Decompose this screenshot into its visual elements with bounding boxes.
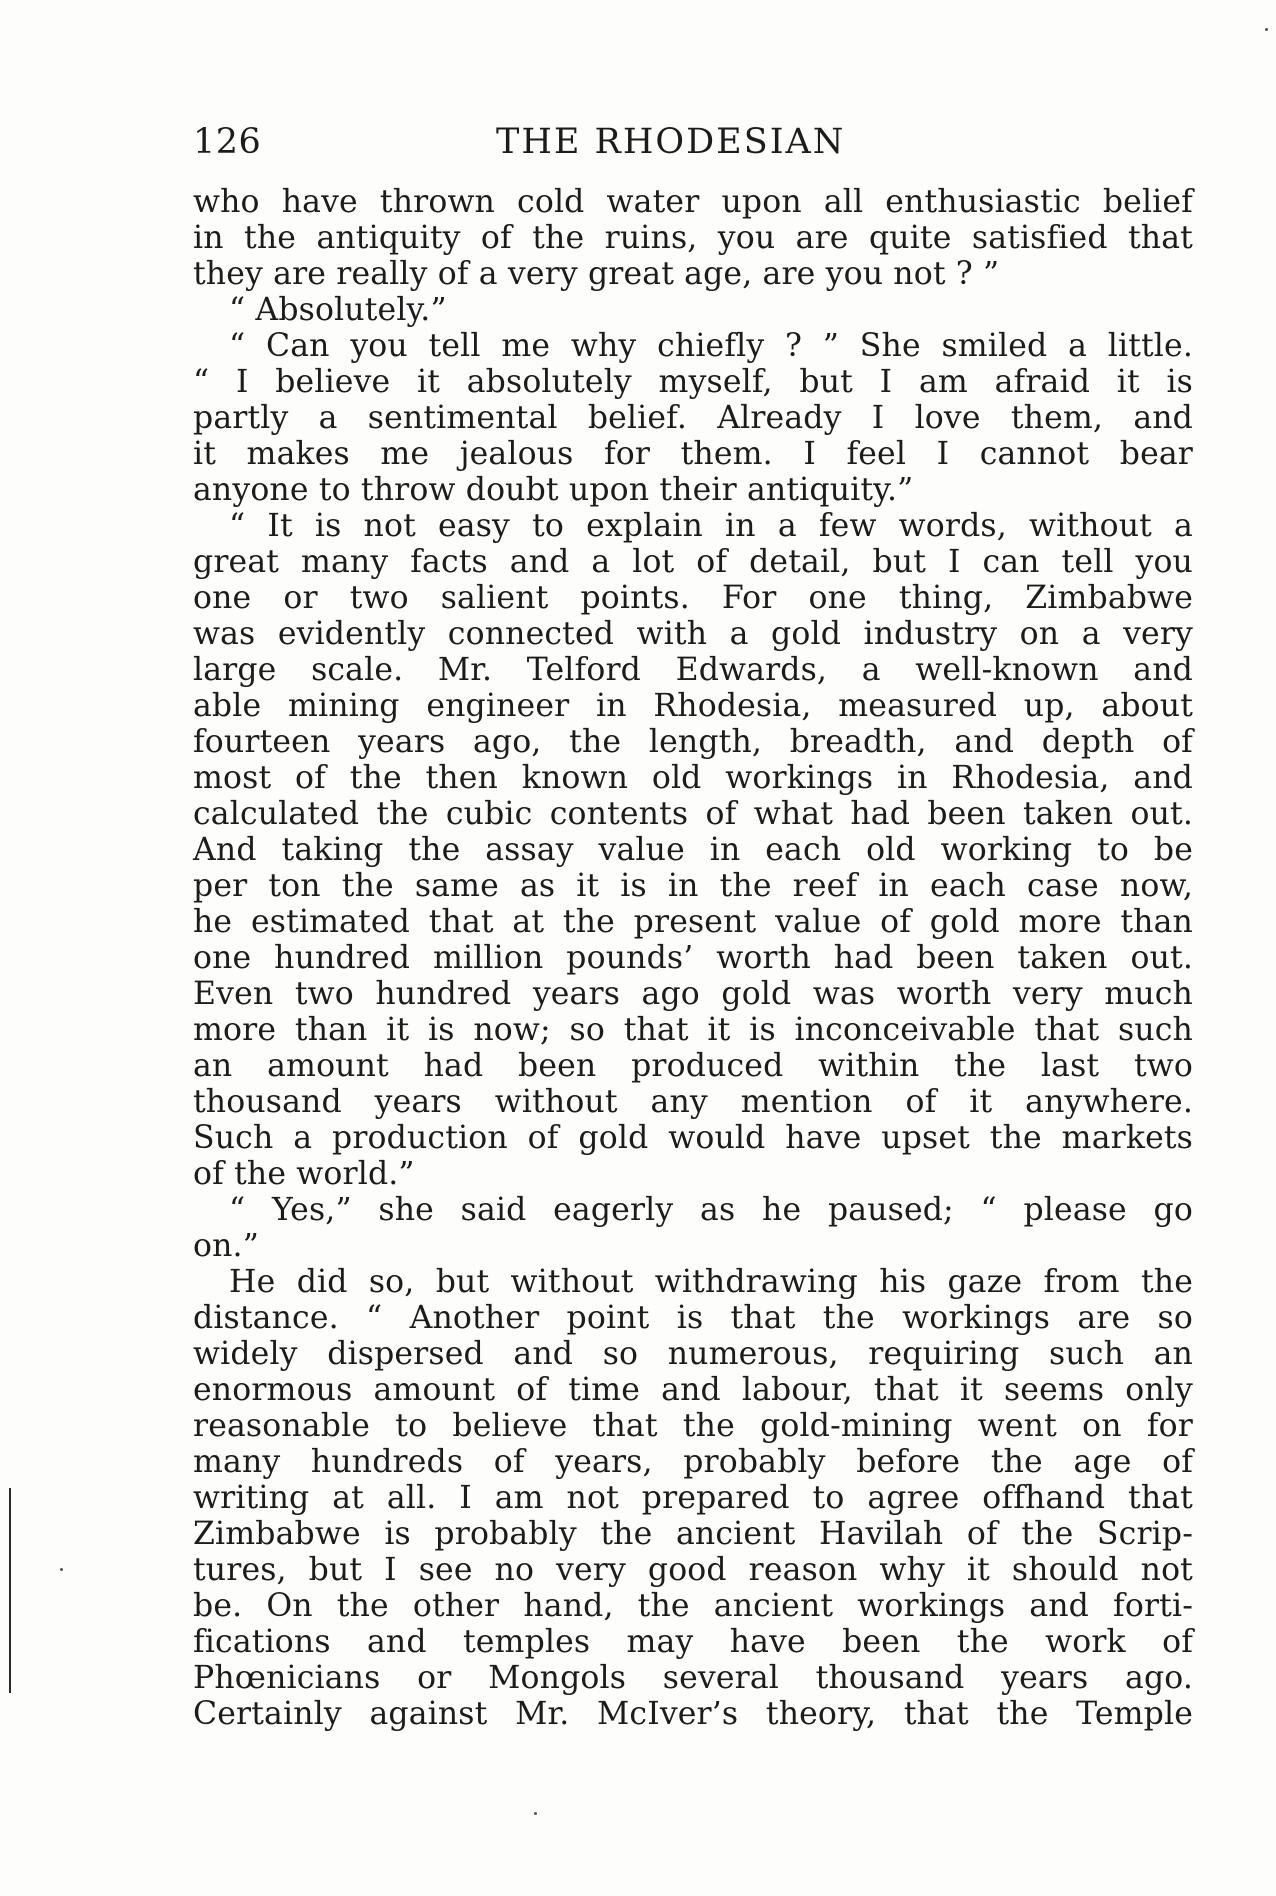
text-line: great many facts and a lot of detail, but I can tell you — [193, 544, 1193, 580]
text-line: enormous amount of time and labour, that it seems only — [193, 1372, 1193, 1408]
text-line: it makes me jealous for them. I feel I cannot bear — [193, 436, 1193, 472]
scan-speck — [534, 1812, 537, 1815]
text-line: Phœnicians or Mongols several thousand years ago. — [193, 1660, 1193, 1696]
text-line: thousand years without any mention of it anywhere. — [193, 1084, 1193, 1120]
text-line: fications and temples may have been the work of — [193, 1624, 1193, 1660]
text-line: distance. “ Another point is that the workings are so — [193, 1300, 1193, 1336]
text-line: tures, but I see no very good reason why it should not — [193, 1552, 1193, 1588]
text-line: writing at all. I am not prepared to agree offhand that — [193, 1480, 1193, 1516]
text-line: Zimbabwe is probably the ancient Havilah of the Scrip- — [193, 1516, 1193, 1552]
text-line: more than it is now; so that it is inconceivable that such — [193, 1012, 1193, 1048]
text-line: who have thrown cold water upon all enthusiastic belief — [193, 184, 1193, 220]
text-line: per ton the same as it is in the reef in each case now, — [193, 868, 1193, 904]
text-line: “ It is not easy to explain in a few words, without a — [229, 508, 1193, 544]
text-line: “ Yes,” she said eagerly as he paused; “ please go — [229, 1192, 1193, 1228]
text-line: Certainly against Mr. McIver’s theory, that the Temple — [193, 1696, 1193, 1732]
page-header — [193, 118, 1193, 166]
text-line: of the world.” — [193, 1156, 415, 1192]
text-line: He did so, but without withdrawing his gaze from the — [229, 1264, 1193, 1300]
text-line: one or two salient points. For one thing, Zimbabwe — [193, 580, 1193, 616]
running-head: THE RHODESIAN — [496, 122, 846, 162]
text-line: in the antiquity of the ruins, you are quite satisfied that — [193, 220, 1193, 256]
scan-speck — [60, 1568, 63, 1571]
text-line: anyone to throw doubt upon their antiquity.” — [193, 472, 914, 508]
text-line: widely dispersed and so numerous, requiring such an — [193, 1336, 1193, 1372]
text-line: reasonable to believe that the gold-mining went on for — [193, 1408, 1193, 1444]
text-line: “ Absolutely.” — [229, 292, 447, 328]
text-line: And taking the assay value in each old working to be — [193, 832, 1193, 868]
text-line: was evidently connected with a gold industry on a very — [193, 616, 1193, 652]
text-line: calculated the cubic contents of what had been taken out. — [193, 796, 1193, 832]
text-line: on.” — [193, 1228, 259, 1264]
text-line: many hundreds of years, probably before the age of — [193, 1444, 1193, 1480]
text-line: partly a sentimental belief. Already I love them, and — [193, 400, 1193, 436]
text-line: one hundred million pounds’ worth had been taken out. — [193, 940, 1193, 976]
text-line: be. On the other hand, the ancient workings and forti- — [193, 1588, 1193, 1624]
text-line: most of the then known old workings in Rhodesia, and — [193, 760, 1193, 796]
text-line: able mining engineer in Rhodesia, measured up, about — [193, 688, 1193, 724]
text-line: “ Can you tell me why chiefly ? ” She smiled a little. — [229, 328, 1193, 364]
text-line: “ I believe it absolutely myself, but I am afraid it is — [193, 364, 1193, 400]
text-line: fourteen years ago, the length, breadth, and depth of — [193, 724, 1193, 760]
page-number: 126 — [193, 122, 262, 162]
scan-speck — [1265, 28, 1268, 31]
body-text — [193, 184, 1193, 1732]
text-line: he estimated that at the present value of gold more than — [193, 904, 1193, 940]
margin-scan-mark — [9, 1488, 11, 1693]
text-line: Such a production of gold would have upset the markets — [193, 1120, 1193, 1156]
text-line: an amount had been produced within the last two — [193, 1048, 1193, 1084]
text-line: large scale. Mr. Telford Edwards, a well-known and — [193, 652, 1193, 688]
text-line: Even two hundred years ago gold was worth very much — [193, 976, 1193, 1012]
text-line: they are really of a very great age, are you not ? ” — [193, 256, 1000, 292]
